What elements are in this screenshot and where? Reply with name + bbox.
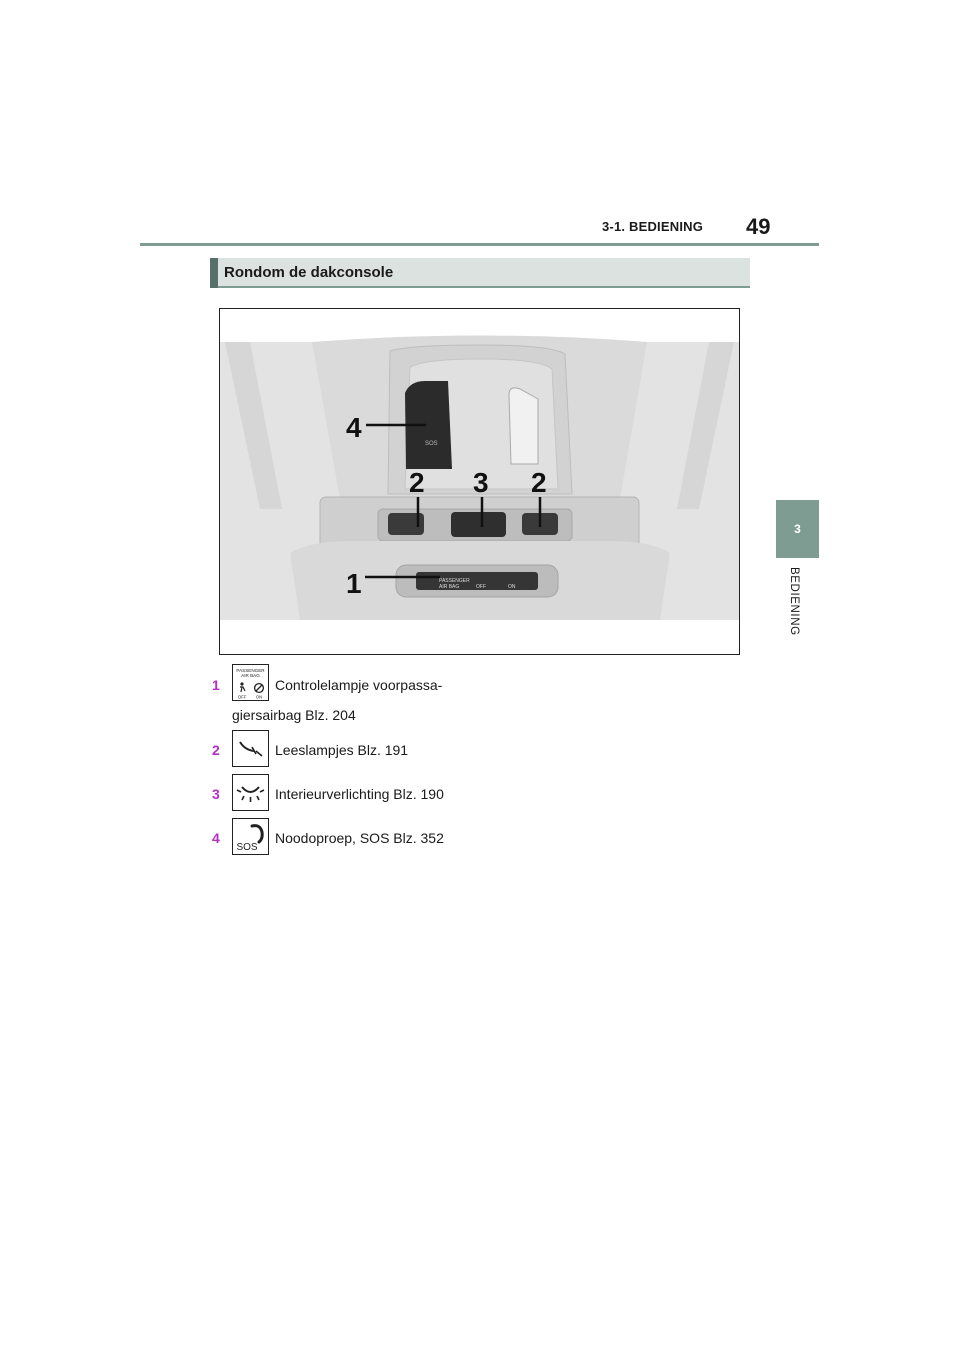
item-number: 3 xyxy=(212,786,220,802)
item-label: Interieurverlichting Blz. 190 xyxy=(275,786,444,802)
section-heading xyxy=(210,258,750,288)
passenger-airbag-icon xyxy=(232,664,269,701)
item-number: 2 xyxy=(212,742,220,758)
callout-3: 3 xyxy=(473,467,489,498)
chapter-side-label: BEDIENING xyxy=(788,567,800,636)
item-number: 1 xyxy=(212,677,220,693)
airbag-icon-text-line1: PASSENGER xyxy=(236,668,265,673)
console-drawing xyxy=(220,309,739,654)
section-heading-title: Rondom de dakconsole xyxy=(224,264,394,281)
airbag-panel-off: OFF xyxy=(476,584,486,590)
page-number: 49 xyxy=(746,214,771,239)
chapter-tab: 3 xyxy=(776,500,819,558)
item-number: 4 xyxy=(212,830,220,846)
sos-call-icon-text: SOS xyxy=(236,842,258,853)
overhead-console-illustration xyxy=(219,308,740,655)
item-label: Leeslampjes Blz. 191 xyxy=(275,742,409,758)
callout-4: 4 xyxy=(346,412,362,443)
reading-lamp-icon xyxy=(232,730,269,767)
callout-2-left: 2 xyxy=(409,467,425,498)
airbag-panel-text-line1: PASSENGER xyxy=(439,578,470,584)
airbag-icon-on: ON xyxy=(255,694,263,700)
item-label: Noodoproep, SOS Blz. 352 xyxy=(275,830,444,846)
section-heading-bar xyxy=(210,258,218,288)
chapter-heading: 3-1. BEDIENING xyxy=(602,219,704,234)
sos-icon: SOS xyxy=(425,441,438,447)
item-label: Controlelampje voorpassa- xyxy=(275,677,443,693)
sos-call-icon xyxy=(232,818,269,855)
airbag-icon-off: OFF xyxy=(237,694,247,700)
item-label-continuation: giersairbag Blz. 204 xyxy=(232,707,356,723)
airbag-icon-text-line2: AIR BAG xyxy=(241,673,260,678)
airbag-panel-on: ON xyxy=(508,584,516,590)
header-rule xyxy=(140,243,819,246)
callout-1: 1 xyxy=(346,568,362,599)
interior-light-icon xyxy=(232,774,269,811)
airbag-panel-text-line2: AIR BAG xyxy=(439,584,460,590)
callout-2-right: 2 xyxy=(531,467,547,498)
